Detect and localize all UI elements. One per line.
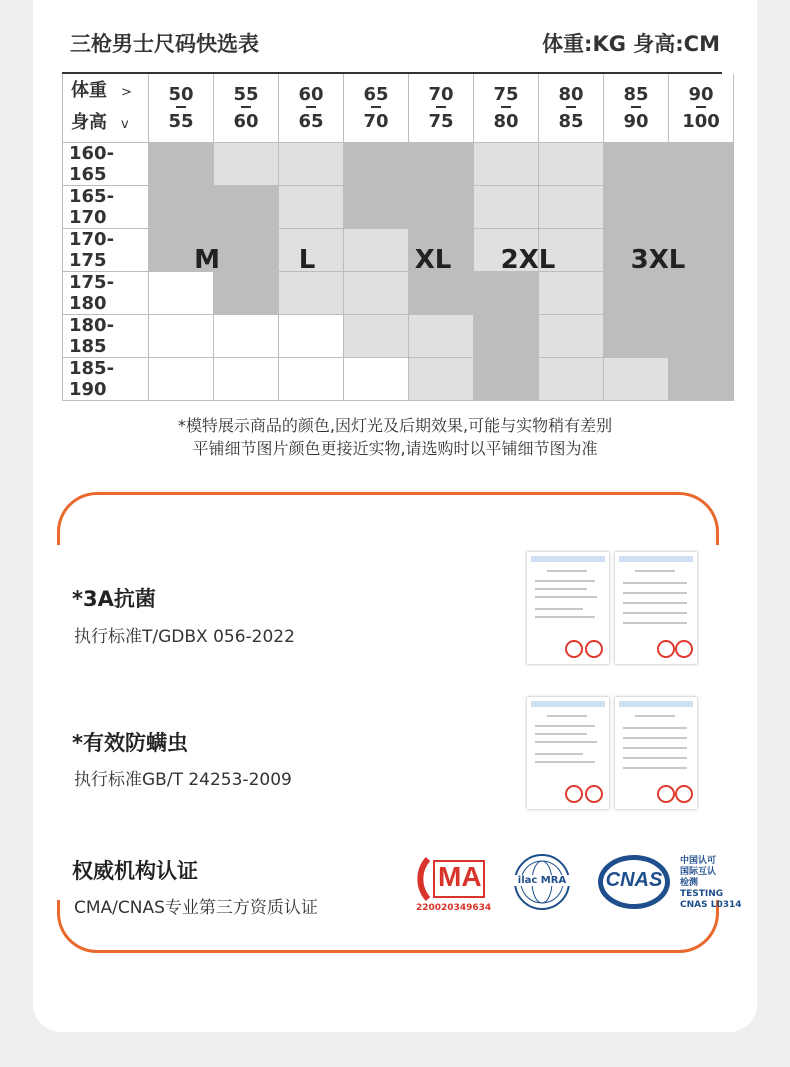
size-cell (669, 143, 734, 186)
weight-max: 55 (168, 110, 194, 132)
feature-standard-anti-mite: 执行标准GB/T 24253-2009 (74, 770, 292, 790)
size-cell (539, 315, 604, 358)
size-cell (214, 229, 279, 272)
size-cell (344, 186, 409, 229)
right-arrow-icon: > (121, 85, 132, 100)
weight-max: 80 (493, 110, 519, 132)
size-cell (669, 315, 734, 358)
weight-max: 60 (233, 110, 259, 132)
size-cell (149, 272, 214, 315)
column-header (214, 74, 279, 143)
size-cell (474, 358, 539, 401)
weight-max: 65 (298, 110, 324, 132)
size-cell (409, 143, 474, 186)
height-range-label: 185-190 (63, 358, 149, 401)
size-cell (149, 186, 214, 229)
table-row (63, 272, 734, 315)
size-cell (604, 143, 669, 186)
ilac-text: ilac MRA (512, 875, 572, 886)
size-cell (344, 358, 409, 401)
table-row (63, 358, 734, 401)
corner-cell (63, 74, 149, 143)
weight-min: 70 (428, 83, 454, 105)
size-cell (279, 272, 344, 315)
feature-standard-antibacterial: 执行标准T/GDBX 056-2022 (74, 627, 295, 647)
cnas-logo (596, 852, 676, 912)
height-range-label: 160-165 (63, 143, 149, 186)
accent-frame-top (57, 492, 719, 545)
cnas-caption-line-4: TESTING (680, 889, 724, 899)
size-cell (279, 143, 344, 186)
column-header (604, 74, 669, 143)
feature-standard-certification: CMA/CNAS专业第三方资质认证 (74, 898, 318, 918)
down-arrow-icon: v (121, 117, 129, 132)
cma-logo (416, 855, 492, 917)
size-cell (149, 315, 214, 358)
weight-min: 80 (558, 83, 584, 105)
column-header (279, 74, 344, 143)
ilac-mra-logo (512, 852, 572, 912)
size-cell (279, 315, 344, 358)
cnas-caption-line-3: 检测 (680, 878, 699, 888)
size-cell (214, 315, 279, 358)
size-cell (214, 358, 279, 401)
size-cell (474, 143, 539, 186)
size-cell (409, 272, 474, 315)
unit-label: 体重:KG 身高:CM (542, 32, 720, 56)
cnas-text: CNAS (605, 869, 663, 891)
column-header (149, 74, 214, 143)
size-cell (409, 358, 474, 401)
height-range-label: 175-180 (63, 272, 149, 315)
weight-min: 65 (363, 83, 389, 105)
height-range-label: 165-170 (63, 186, 149, 229)
column-header (539, 74, 604, 143)
weight-max: 70 (363, 110, 389, 132)
weight-max: 75 (428, 110, 454, 132)
size-cell (214, 186, 279, 229)
weight-min: 85 (623, 83, 649, 105)
height-range-label: 180-185 (63, 315, 149, 358)
size-cell (604, 358, 669, 401)
weight-min: 50 (168, 83, 194, 105)
column-header (409, 74, 474, 143)
size-cell (474, 272, 539, 315)
weight-min: 55 (233, 83, 259, 105)
size-cell (539, 358, 604, 401)
cnas-caption (680, 856, 742, 911)
feature-title-antibacterial: *3A抗菌 (72, 587, 156, 611)
table-row (63, 315, 734, 358)
size-cell (604, 272, 669, 315)
size-label: XL (414, 245, 452, 275)
size-cell (409, 186, 474, 229)
weight-min: 90 (688, 83, 714, 105)
size-cell (149, 358, 214, 401)
size-cell (214, 143, 279, 186)
size-cell (539, 143, 604, 186)
size-cell (669, 272, 734, 315)
page-title: 三枪男士尺码快选表 (70, 32, 259, 56)
size-chart-table (62, 74, 734, 401)
size-cell (474, 186, 539, 229)
disclaimer-line-2: 平铺细节图片颜色更接近实物,请选购时以平铺细节图为准 (192, 439, 598, 458)
size-label: 3XL (630, 245, 686, 275)
size-cell (539, 186, 604, 229)
cma-number: 220020349634 (416, 903, 492, 913)
weight-max: 90 (623, 110, 649, 132)
weight-max: 85 (558, 110, 584, 132)
size-cell (344, 272, 409, 315)
test-report-image-4 (615, 697, 697, 809)
size-cell (669, 186, 734, 229)
size-cell (539, 272, 604, 315)
size-cell (214, 272, 279, 315)
column-header (344, 74, 409, 143)
size-cell (669, 358, 734, 401)
size-cell (344, 229, 409, 272)
feature-title-anti-mite: *有效防螨虫 (72, 731, 188, 755)
size-cell (344, 143, 409, 186)
size-label: M (194, 245, 220, 275)
cnas-caption-line-5: CNAS L0314 (680, 900, 742, 910)
weight-label: 体重 (71, 80, 107, 101)
cnas-caption-line-1: 中国认可 (680, 856, 717, 866)
test-report-image-1 (527, 552, 609, 664)
test-report-image-2 (615, 552, 697, 664)
weight-min: 75 (493, 83, 519, 105)
test-report-image-3 (527, 697, 609, 809)
cnas-caption-line-2: 国际互认 (680, 867, 717, 877)
size-cell (409, 315, 474, 358)
size-cell (149, 143, 214, 186)
cma-text: MA (438, 861, 482, 892)
size-cell (279, 186, 344, 229)
size-cell (474, 315, 539, 358)
weight-max: 100 (682, 110, 720, 132)
column-header (474, 74, 539, 143)
size-cell (344, 315, 409, 358)
size-cell (604, 315, 669, 358)
column-header (669, 74, 734, 143)
height-range-label: 170-175 (63, 229, 149, 272)
table-header-row (63, 74, 734, 143)
disclaimer-line-1: *模特展示商品的颜色,因灯光及后期效果,可能与实物稍有差别 (177, 416, 613, 435)
feature-title-certification: 权威机构认证 (72, 859, 198, 883)
size-cell (279, 358, 344, 401)
size-label: L (298, 245, 316, 275)
size-cell (604, 186, 669, 229)
table-row (63, 143, 734, 186)
size-label: 2XL (500, 245, 556, 275)
height-label: 身高 (71, 112, 107, 133)
weight-min: 60 (298, 83, 324, 105)
table-row (63, 186, 734, 229)
